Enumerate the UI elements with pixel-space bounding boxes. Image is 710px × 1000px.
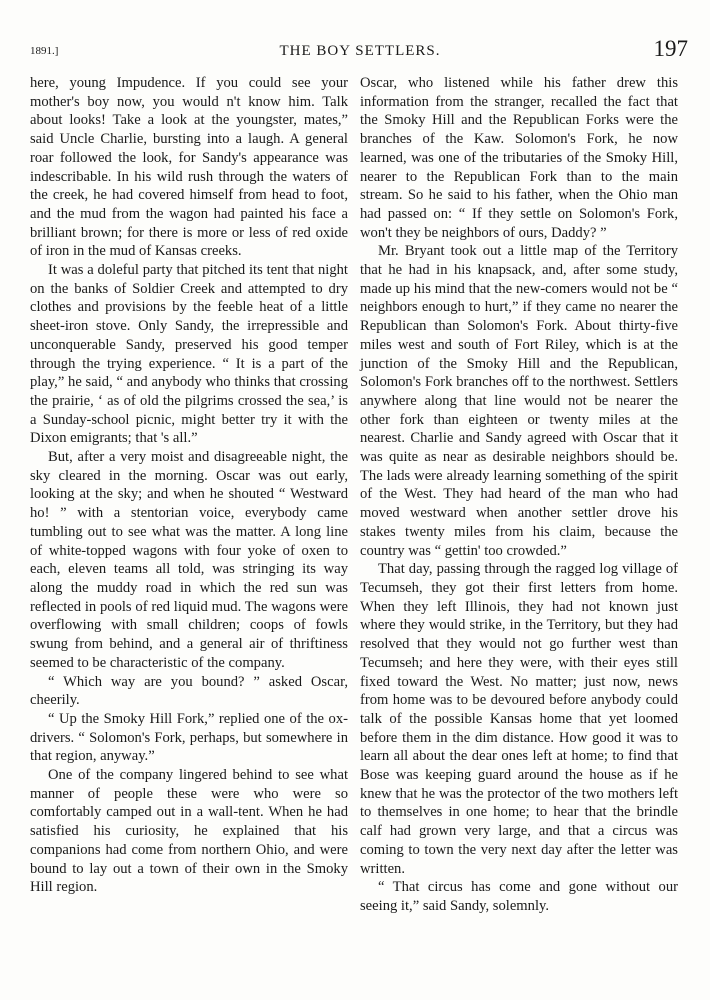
paragraph: That day, passing through the ragged log village of Tecumseh, they got their first letters from home. When they left Illinois, they had not known just where they would strike, in the Territory, but they had resolved that they would not go further west than Tecumseh; and here they were, with their eyes still fixed toward the West. No matter; just now, news from home was to be devoured before anybody could talk of the possible Kansas home that yet loomed before them in the dim distance. How good it was to learn all about the dear ones left at home; to find that Bose was keeping guard around the house as if he knew that he was the protector of the two mothers left to themselves in one home; to hear that the brindle calf had grown very large, and that a circus was coming to town the very next day after the letter was written.: [360, 561, 678, 877]
paragraph: But, after a very moist and disagreeable night, the sky cleared in the morning. Oscar was out early, looking at the sky; and when he shouted “ Westward ho! ” with a stentorian voice, everybody came tumbling out to see what was the matter. A long line of white-topped wagons with four yoke of oxen to each, eleven teams all told, was stringing its way along the muddy road in which the red sun was reflected in pools of red liquid mud. The wagons were overflowing with small children; coops of fowls swung from behind, and a general air of thriftiness seemed to be characteristic of the company.: [30, 449, 348, 671]
right-column: [360, 74, 678, 916]
paragraph: “ Which way are you bound? ” asked Oscar, cheerily.: [30, 673, 348, 709]
header-date: 1891.]: [30, 45, 59, 57]
left-column: [30, 74, 348, 897]
page-number: 197: [653, 36, 688, 61]
paragraph: “ Up the Smoky Hill Fork,” replied one of the ox-drivers. “ Solomon's Fork, perhaps, but somewhere in that region, anyway.”: [30, 710, 348, 765]
paragraph: Mr. Bryant took out a little map of the Territory that he had in his knapsack, and, after some study, made up his mind that the new-comers would not be “ neighbors enough to hurt,” if they came no nearer the Republican than Solomon's Fork. About thirty-five miles west and south of Fort Riley, which is at the junction of the Smoky Hill and the Republican, Solomon's Fork branches off to the northwest. Settlers anywhere along that line would not be nearer the other fork than eighteen or twenty miles at the nearest. Charlie and Sandy agreed with Oscar that it was quite as near as desirable neighbors should be. The lads were already learning something of the spirit of the West. They had heard of the man who had moved westward when another settler drove his stakes twenty miles from his claim, because the country was “ gettin' too crowded.”: [360, 243, 678, 559]
paragraph: One of the company lingered behind to see what manner of people these were who were so comfortably camped out in a wall-tent. When he had satisfied his curiosity, he explained that his companions had come from northern Ohio, and were bound to lay out a town of their own in the Smoky Hill region.: [30, 767, 348, 896]
paragraph: “ That circus has come and gone without our seeing it,” said Sandy, solemnly.: [360, 879, 678, 914]
header-title: THE BOY SETTLERS.: [279, 43, 441, 59]
paragraph: here, young Impudence. If you could see your mother's boy now, you would n't know him. Talk about looks! Take a look at the youngster, mates,” said Uncle Charlie, bursting into a laugh. A general roar followed the look, for Sandy's appearance was indescribable. In his wild rush through the waters of the creek, he had covered himself from head to foot, and the mud from the wagon had painted his face a brilliant brown; for there is more or less of red oxide of iron in the mud of Kansas creeks.: [30, 75, 348, 260]
paragraph: Oscar, who listened while his father drew this information from the stranger, recalled the fact that the Smoky Hill and the Republican Forks were the branches of the Kaw. Solomon's Fork, he now learned, was one of the tributaries of the Smoky Hill, nearer to the Republican Fork than to the main stream. So he said to his father, when the Ohio man had passed on: “ If they settle on Solomon's Fork, won't they be neighbors of ours, Daddy? ”: [360, 75, 678, 241]
running-header: [30, 38, 690, 64]
paragraph: It was a doleful party that pitched its tent that night on the banks of Soldier Creek and attempted to dry clothes and provisions by the feeble heat of a little sheet-iron stove. Only Sandy, the irrepressible and unconquerable Sandy, preserved his good temper through the trying experience. “ It is a part of the play,” he said, “ and anybody who thinks that crossing the prairie, ‘ as of old the pilgrims crossed the sea,’ is a Sunday-school picnic, might better try it with the Dixon emigrants; that 's all.”: [30, 262, 348, 447]
